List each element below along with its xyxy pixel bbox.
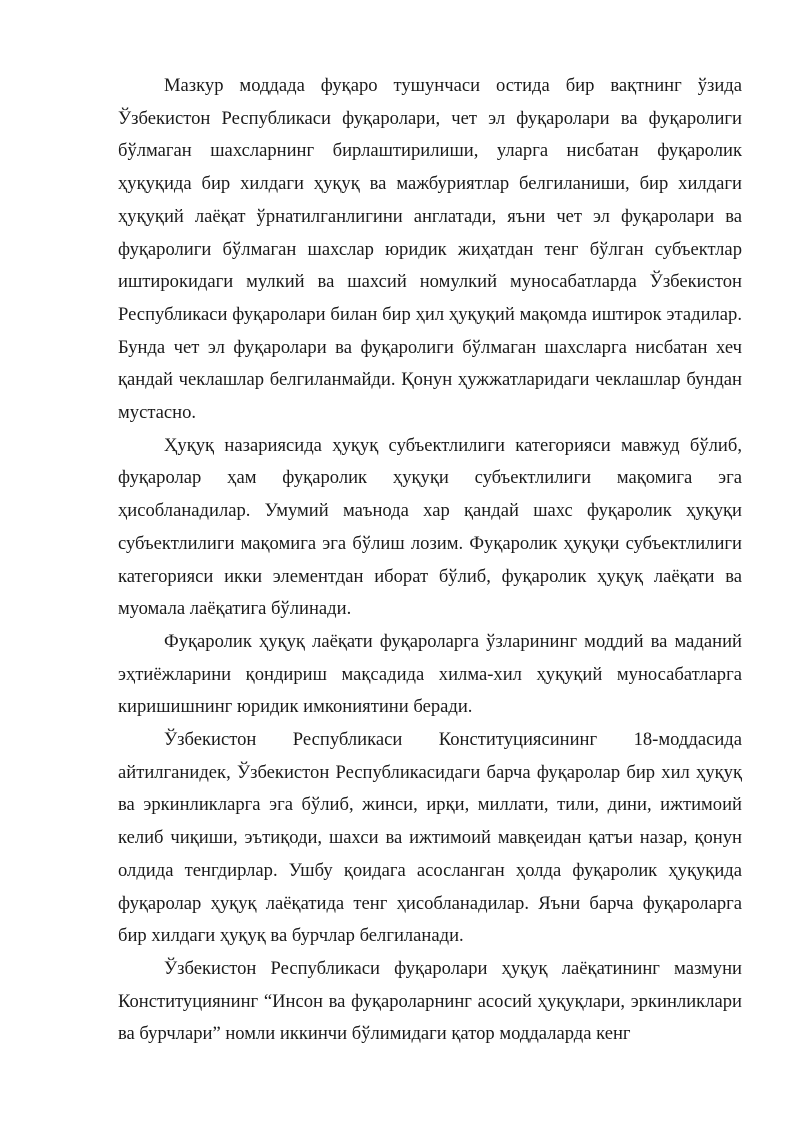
paragraph-legal-capacity: Фуқаролик ҳуқуқ лаёқати фуқароларга ўзларининг моддий ва маданий эҳтиёжларини қондириш мақсадида хилма-хил ҳуқуқий муносабатларга киришишнинг юридик имкониятини беради.: [118, 630, 742, 718]
paragraph-constitution-section-two: Ўзбекистон Республикаси фуқаролари ҳуқуқ лаёқатининг мазмуни Конституциянинг “Инсон ва фуқароларнинг асосий ҳуқуқлари, эркинликлари ва бурчлари” номли иккинчи бўлимидаги қатор моддаларда кенг: [118, 957, 742, 1045]
document-page: [118, 70, 742, 1051]
paragraph-legal-subjectivity: Ҳуқуқ назариясида ҳуқуқ субъектлилиги категорияси мавжуд бўлиб, фуқаролар ҳам фуқаролик ҳуқуқи субъектлилиги мақомига эга ҳисобланадилар. Умумий маънода хар қандай шахс фуқаролик ҳуқуқи субъектлилиги мақомига эга бўлиш лозим. Фуқаролик ҳуқуқи субъектлилиги категорияси икки элементдан иборат бўлиб, фуқаролик ҳуқуқ лаёқати ва муомала лаёқатига бўлинади.: [118, 434, 742, 620]
paragraph-citizen-concept: Мазкур моддада фуқаро тушунчаси остида бир вақтнинг ўзида Ўзбекистон Республикаси фуқаролари, чет эл фуқаролари ва фуқаролиги бўлмаган шахсларнинг бирлаштирилиши, уларга нисбатан фуқаролик ҳуқуқида бир хилдаги ҳуқуқ ва мажбуриятлар белгиланиши, бир хилдаги ҳуқуқий лаёқат ўрнатилганлигини англатади, яъни чет эл фуқаролари ва фуқаролиги бўлмаган шахслар юридик жиҳатдан тенг бўлган субъектлар иштирокидаги мулкий ва шахсий номулкий муносабатларда Ўзбекистон Республикаси фуқаролари билан бир ҳил ҳуқуқий мақомда иштирок этадилар. Бунда чет эл фуқаролари ва фуқаролиги бўлмаган шахсларга нисбатан хеч қандай чеклашлар белгиланмайди. Қонун ҳужжатларидаги чеклашлар бундан мустасно.: [118, 75, 742, 424]
paragraph-constitution-article-18: Ўзбекистон Республикаси Конституциясининг 18-моддасида айтилганидек, Ўзбекистон Республикасидаги барча фуқаролар бир хил ҳуқуқ ва эркинликларга эга бўлиб, жинси, ирқи, миллати, тили, дини, ижтимоий келиб чиқиши, эътиқоди, шахси ва ижтимоий мавқеидан қатъи назар, қонун олдида тенгдирлар. Ушбу қоидага асосланган ҳолда фуқаролик ҳуқуқида фуқаролар ҳуқуқ лаёқатида тенг ҳисобланадилар. Яъни барча фуқароларга бир хилдаги ҳуқуқ ва бурчлар белгиланади.: [118, 729, 742, 947]
